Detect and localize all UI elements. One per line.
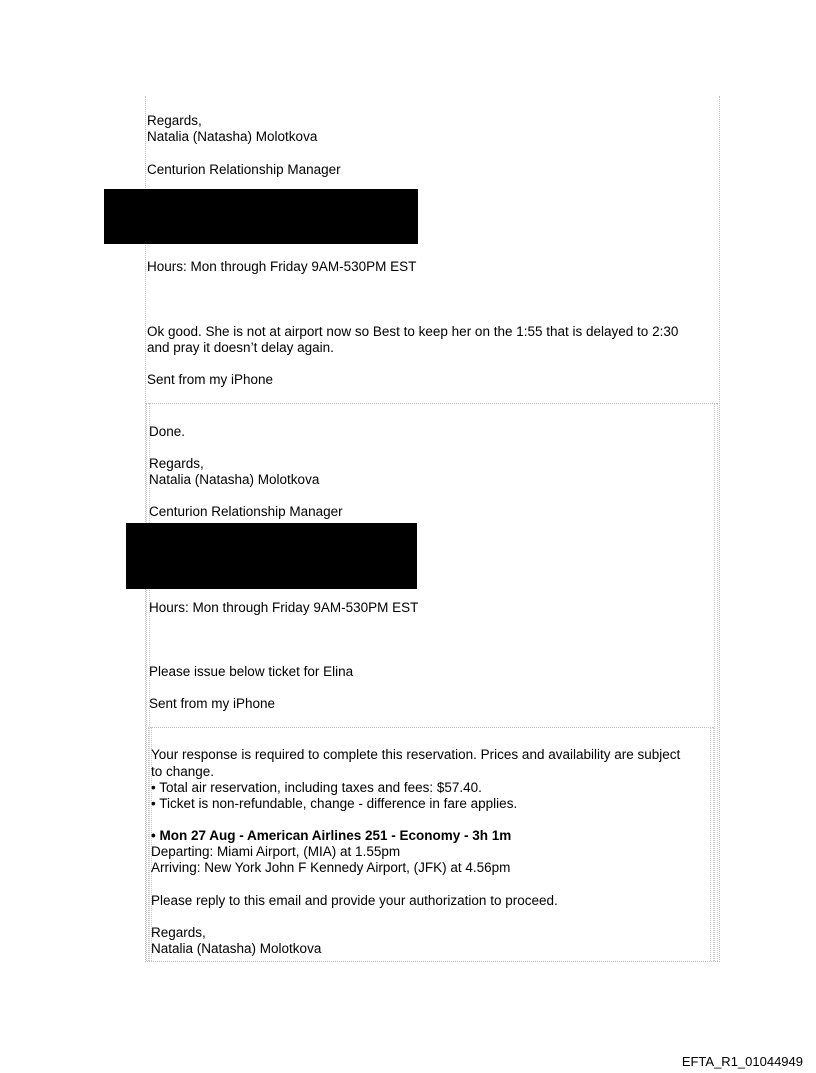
quote-border-bottom [145,961,720,962]
sent-from-iphone: Sent from my iPhone [147,372,274,387]
message-line: Please issue below ticket for Elina [149,664,354,679]
signature-hours: Hours: Mon through Friday 9AM-530PM EST [147,259,417,274]
reservation-bullet: • Ticket is non-refundable, change - difference in fare applies. [151,796,518,811]
redaction-block [126,523,417,589]
signature-hours: Hours: Mon through Friday 9AM-530PM EST [149,600,419,615]
signature-name: Natalia (Natasha) Molotkova [149,472,320,487]
reservation-bullet: • Total air reservation, including taxes and fees: $57.40. [151,780,482,795]
arriving-info: Arriving: New York John F Kennedy Airport, (JFK) at 4.56pm [151,860,511,875]
signature-name: Natalia (Natasha) Molotkova [147,129,318,144]
departing-info: Departing: Miami Airport, (MIA) at 1.55pm [151,844,401,859]
quote-border-right-3 [710,727,714,961]
done-text: Done. [149,424,186,439]
redaction-block [104,189,418,244]
sent-from-iphone: Sent from my iPhone [149,696,276,711]
message-line: and pray it doesn’t delay again. [147,340,334,355]
flight-summary: • Mon 27 Aug - American Airlines 251 - Economy - 3h 1m [151,828,512,843]
quote-border-top-3 [148,727,713,728]
signature-title: Centurion Relationship Manager [147,162,341,177]
signature-regards: Regards, [149,456,204,471]
quote-border-right-2 [714,403,718,961]
quote-border-top-2 [146,403,717,404]
quote-border-right-outer [719,96,720,962]
signature-regards: Regards, [147,113,202,128]
signature-title: Centurion Relationship Manager [149,504,343,519]
reservation-text: Your response is required to complete this reservation. Prices and availability are subject [151,747,681,762]
reply-request: Please reply to this email and provide your authorization to proceed. [151,893,558,908]
reservation-text: to change. [151,764,215,779]
signature-name: Natalia (Natasha) Molotkova [151,941,322,956]
document-id: EFTA_R1_01044949 [681,1054,803,1069]
signature-regards: Regards, [151,925,206,940]
message-line: Ok good. She is not at airport now so Best to keep her on the 1:55 that is delayed to 2:30 [147,324,679,339]
